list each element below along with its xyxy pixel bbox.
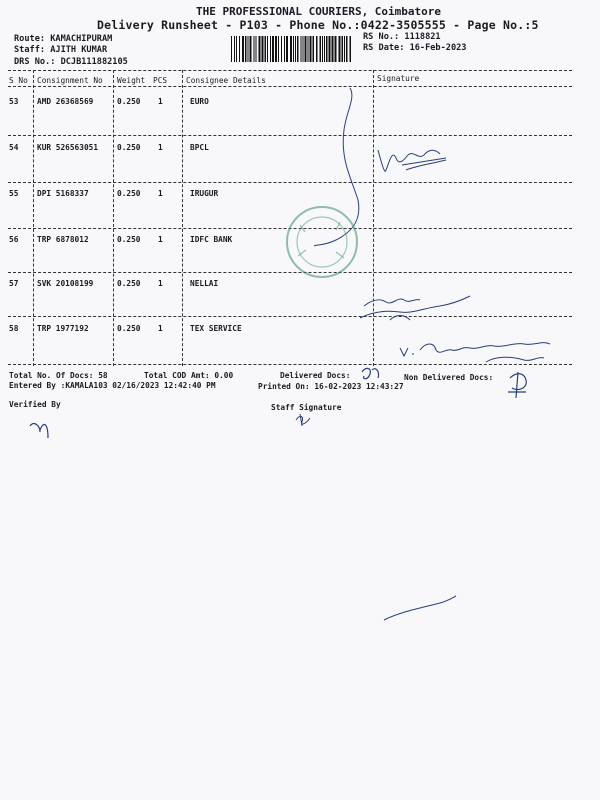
stamp-circle — [287, 207, 357, 277]
row-consignment: TRP 1977192 — [37, 324, 89, 333]
non-delivered-mark — [508, 372, 526, 398]
row-consignment: TRP 6878012 — [37, 235, 89, 244]
total-docs: Total No. Of Docs: 58 — [9, 371, 108, 380]
pen-stroke-bottom — [384, 596, 456, 620]
row-consignee: TEX SERVICE — [190, 324, 242, 333]
row-weight: 0.250 — [117, 97, 141, 106]
row-consignee: NELLAI — [190, 279, 219, 288]
row-pcs: 1 — [158, 189, 163, 198]
verified-by: Verified By — [9, 400, 61, 409]
col-pcs: PCS — [153, 76, 168, 85]
row-consignment: AMD 26368569 — [37, 97, 94, 106]
row-consignment: DPI 5168337 — [37, 189, 89, 198]
row-pcs: 1 — [158, 143, 163, 152]
route-label: Route: KAMACHIPURAM — [14, 34, 113, 44]
printed-on: Printed On: 16-02-2023 12:43:27 — [258, 382, 404, 391]
col-weight: Weight — [117, 76, 146, 85]
col-consignee: Consignee Details — [186, 76, 266, 85]
row-weight: 0.250 — [117, 189, 141, 198]
verified-signature — [30, 424, 48, 438]
row-sno: 54 — [9, 143, 19, 152]
row-weight: 0.250 — [117, 143, 141, 152]
row-consignee: IDFC BANK — [190, 235, 233, 244]
row-pcs: 1 — [158, 324, 163, 333]
col-consignment: Consignment No — [37, 76, 103, 85]
row-pcs: 1 — [158, 235, 163, 244]
signature-row-57 — [360, 296, 470, 320]
row-pcs: 1 — [158, 279, 163, 288]
col-sno: S No — [9, 76, 28, 85]
row-pcs: 1 — [158, 97, 163, 106]
delivered-mark — [362, 368, 379, 378]
row-weight: 0.250 — [117, 235, 141, 244]
rs-number: RS No.: 1118821 — [363, 32, 441, 42]
signature-row-58 — [400, 343, 550, 362]
delivered-docs: Delivered Docs: — [280, 371, 351, 380]
row-sno: 53 — [9, 97, 19, 106]
row-consignee: IRUGUR — [190, 189, 219, 198]
signature-row-54 — [378, 150, 446, 171]
non-delivered-docs: Non Delivered Docs: — [404, 373, 494, 382]
drs-number: DRS No.: DCJB111882105 — [14, 57, 128, 67]
row-weight: 0.250 — [117, 324, 141, 333]
row-sno: 55 — [9, 189, 19, 198]
row-consignee: BPCL — [190, 143, 209, 152]
staff-label: Staff: AJITH KUMAR — [14, 45, 108, 55]
staff-signature — [296, 414, 310, 426]
total-cod: Total COD Amt: 0.00 — [144, 371, 234, 380]
row-weight: 0.250 — [117, 279, 141, 288]
company-title: THE PROFESSIONAL COURIERS, Coimbatore — [196, 5, 442, 18]
col-signature: Signature — [377, 74, 420, 83]
row-consignment: SVK 20108199 — [37, 279, 94, 288]
rs-date: RS Date: 16-Feb-2023 — [363, 43, 467, 53]
entered-by: Entered By :KAMALA103 02/16/2023 12:42:40 PM — [9, 381, 216, 390]
staff-signature-label: Staff Signature — [271, 403, 342, 412]
row-sno: 57 — [9, 279, 19, 288]
row-sno: 56 — [9, 235, 19, 244]
row-consignment: KUR 526563051 — [37, 143, 99, 152]
row-sno: 58 — [9, 324, 19, 333]
row-consignee: EURO — [190, 97, 209, 106]
runsheet-title: Delivery Runsheet - P103 - Phone No.:0422-3505555 - Page No.:5 — [97, 18, 539, 32]
